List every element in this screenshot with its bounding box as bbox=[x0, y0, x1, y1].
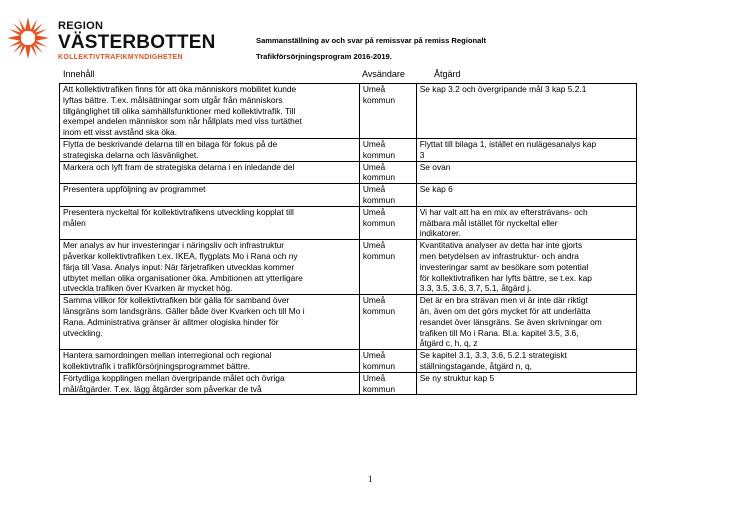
cell-action-line: för kollektivtrafiken har lyfts bättre, se t.ex. kap bbox=[419, 272, 592, 283]
cell-sender bbox=[359, 184, 416, 207]
cell-content-line: Hantera samordningen mellan interregional och regional bbox=[63, 350, 272, 361]
cell-sender bbox=[359, 161, 416, 184]
cell-sender-line: Umeå bbox=[362, 138, 386, 149]
logo-subtitle-text: KOLLEKTIVTRAFIKMYNDIGHETEN bbox=[58, 54, 183, 61]
cell-sender-line: Umeå bbox=[362, 84, 386, 94]
cell-content-line: strategiska delarna och läsvänlighet. bbox=[63, 149, 199, 160]
cell-action bbox=[416, 84, 636, 139]
cell-sender-line: Umeå bbox=[362, 295, 386, 306]
cell-sender bbox=[359, 372, 416, 395]
table-row bbox=[60, 372, 637, 395]
cell-content-line: färja till Vasa. Analys input: När färjetrafiken utvecklas kommer bbox=[63, 261, 295, 272]
cell-action-line: Se kapitel 3.1, 3.3, 3.6, 5.2.1 strategiskt bbox=[419, 350, 567, 361]
cell-content-line: inom ett visst avstånd ska öka. bbox=[63, 127, 178, 138]
sun-logo-icon bbox=[6, 16, 50, 60]
cell-content-line: lyftas bättre. T.ex. målsättningar som utgår från människors bbox=[63, 94, 283, 105]
cell-content-line: utveckling. bbox=[63, 327, 103, 338]
table-row bbox=[60, 161, 637, 184]
cell-content-line: målen bbox=[63, 217, 86, 228]
cell-content-line: Presentera uppföljning av programmet bbox=[63, 184, 206, 195]
cell-content-line: mål/åtgärder. T.ex. lägg åtgärder som påverkar de två bbox=[63, 383, 262, 394]
cell-action-line: Se ovan bbox=[419, 161, 451, 172]
cell-sender-line: Umeå bbox=[362, 240, 386, 251]
cell-action-line: Se kap 6 bbox=[419, 184, 453, 195]
cell-sender-line: kommun bbox=[362, 305, 395, 316]
cell-action-line: än, även om det görs mycket för att underlätta bbox=[419, 305, 591, 316]
cell-action-line: indikatorer. bbox=[419, 228, 461, 239]
cell-action bbox=[416, 184, 636, 207]
cell-content-line: Samma villkor för kollektivtrafiken bör gälla för samband över bbox=[63, 295, 290, 306]
column-header-content: Innehåll bbox=[63, 69, 95, 79]
heading-line-2: Trafikförsörjningsprogram 2016-2019. bbox=[256, 52, 392, 61]
cell-sender-line: kommun bbox=[362, 217, 395, 228]
cell-action-line: Se kap 3.2 och övergripande mål 3 kap 5.2.1 bbox=[419, 84, 587, 94]
cell-sender-line: kommun bbox=[362, 94, 395, 105]
cell-content-line: utbytet mellan olika organisationer öka. Ambitionen att ytterligare bbox=[63, 272, 303, 283]
table-row bbox=[60, 295, 637, 350]
cell-action-line: resandet över länsgräns. Se även skrivningar om bbox=[419, 316, 602, 327]
table-row bbox=[60, 240, 637, 295]
cell-sender-line: kommun bbox=[362, 149, 395, 160]
cell-content-line: Mer analys av hur investeringar i näringsliv och infrastruktur bbox=[63, 240, 285, 251]
cell-action bbox=[416, 372, 636, 395]
cell-sender-line: kommun bbox=[362, 250, 395, 261]
cell-action-line: åtgärd c, h, q, z bbox=[419, 338, 478, 349]
table-row bbox=[60, 206, 637, 239]
cell-content-line: Flytta de beskrivande delarna till en bilaga för fokus på de bbox=[63, 138, 278, 149]
heading-line-1: Sammanställning av och svar på remissvar på remiss Regionalt bbox=[256, 36, 487, 45]
cell-content-line: påverkar kollektivtrafiken t.ex. IKEA, flygplats Mo i Rana och ny bbox=[63, 250, 298, 261]
cell-action-line: men betydelsen av infrastruktur- och andra bbox=[419, 250, 579, 261]
cell-content bbox=[60, 161, 360, 184]
cell-content-line: länsgräns som landsgräns. Gäller både över Kvarken och till Mo i bbox=[63, 305, 305, 316]
cell-sender-line: Umeå bbox=[362, 184, 386, 195]
cell-sender-line: Umeå bbox=[362, 206, 386, 217]
cell-action bbox=[416, 161, 636, 184]
cell-sender-line: Umeå bbox=[362, 161, 386, 172]
cell-action-line: Kvantitativa analyser av detta har inte gjorts bbox=[419, 240, 583, 251]
cell-action-line: Vi har valt att ha en mix av eftersträvans- och bbox=[419, 206, 588, 217]
cell-content bbox=[60, 350, 360, 373]
cell-action bbox=[416, 240, 636, 295]
cell-sender bbox=[359, 350, 416, 373]
cell-content-line: utveckla trafiken över Kvarken är mycket hög. bbox=[63, 283, 233, 294]
cell-action bbox=[416, 295, 636, 350]
cell-action bbox=[416, 350, 636, 373]
cell-action-line: 3.3, 3.5, 3.6, 3.7, 5.1, åtgärd j. bbox=[419, 283, 532, 294]
table-row bbox=[60, 184, 637, 207]
cell-action-line: Flyttat till bilaga 1, istället en nulägesanalys kap bbox=[419, 138, 597, 149]
cell-action-line: investeringar samt av besökare som potential bbox=[419, 261, 589, 272]
cell-action-line: trafiken till Mo i Rana. Bl.a. kapitel 3.5, 3.6, bbox=[419, 327, 579, 338]
column-header-action: Åtgärd bbox=[434, 69, 461, 79]
cell-sender bbox=[359, 295, 416, 350]
cell-sender bbox=[359, 138, 416, 161]
cell-action-line: Det är en bra strävan men vi är inte där riktigt bbox=[419, 295, 588, 306]
logo-region-text: REGION bbox=[58, 20, 104, 32]
page-number: 1 bbox=[368, 474, 373, 484]
table-row bbox=[60, 84, 637, 139]
table-row bbox=[60, 350, 637, 373]
cell-content bbox=[60, 295, 360, 350]
column-header-sender: Avsändare bbox=[362, 69, 405, 79]
cell-content-line: Markera och lyft fram de strategiska delarna i en inledande del bbox=[63, 161, 295, 172]
cell-sender-line: kommun bbox=[362, 383, 395, 394]
cell-action-line: mätbara mål istället för nyckeltal eller bbox=[419, 217, 558, 228]
cell-sender-line: Umeå bbox=[362, 350, 386, 361]
table-row bbox=[60, 138, 637, 161]
cell-sender-line: kommun bbox=[362, 194, 395, 205]
cell-content-line: exempel andelen människor som når hållplats med viss turtäthet bbox=[63, 116, 302, 127]
cell-content-line: Att kollektivtrafiken finns för att öka människors mobilitet kunde bbox=[63, 84, 297, 94]
document-heading bbox=[256, 33, 586, 65]
cell-action bbox=[416, 138, 636, 161]
cell-content bbox=[60, 84, 360, 139]
cell-content bbox=[60, 240, 360, 295]
cell-sender bbox=[359, 84, 416, 139]
cell-content-line: kollektivtrafik i trafikförsörjningsprogrammet bättre. bbox=[63, 360, 251, 371]
cell-content-line: Rana. Administrativa gränser är alltmer ologiska hinder för bbox=[63, 316, 279, 327]
cell-action bbox=[416, 206, 636, 239]
cell-action-line: 3 bbox=[419, 149, 425, 160]
cell-content bbox=[60, 138, 360, 161]
cell-content-line: Förtydliga kopplingen mellan övergripande målet och övriga bbox=[63, 372, 285, 383]
remiss-table bbox=[59, 83, 637, 395]
cell-content bbox=[60, 184, 360, 207]
cell-content bbox=[60, 206, 360, 239]
cell-sender-line: Umeå bbox=[362, 372, 386, 383]
logo-name-text: VÄSTERBOTTEN bbox=[58, 32, 216, 53]
cell-sender-line: kommun bbox=[362, 172, 395, 183]
cell-sender bbox=[359, 240, 416, 295]
cell-content bbox=[60, 372, 360, 395]
cell-sender bbox=[359, 206, 416, 239]
cell-action-line: Se ny struktur kap 5 bbox=[419, 372, 495, 383]
cell-content-line: Presentera nyckeltal för kollektivtrafikens utveckling kopplat till bbox=[63, 206, 294, 217]
cell-sender-line: kommun bbox=[362, 360, 395, 371]
region-logo bbox=[6, 8, 246, 68]
cell-content-line: tillgänglighet till olika samhällsfunktioner med kollektivtrafik. Till bbox=[63, 105, 296, 116]
cell-action-line: ställningstagande, åtgärd n, q, bbox=[419, 360, 532, 371]
